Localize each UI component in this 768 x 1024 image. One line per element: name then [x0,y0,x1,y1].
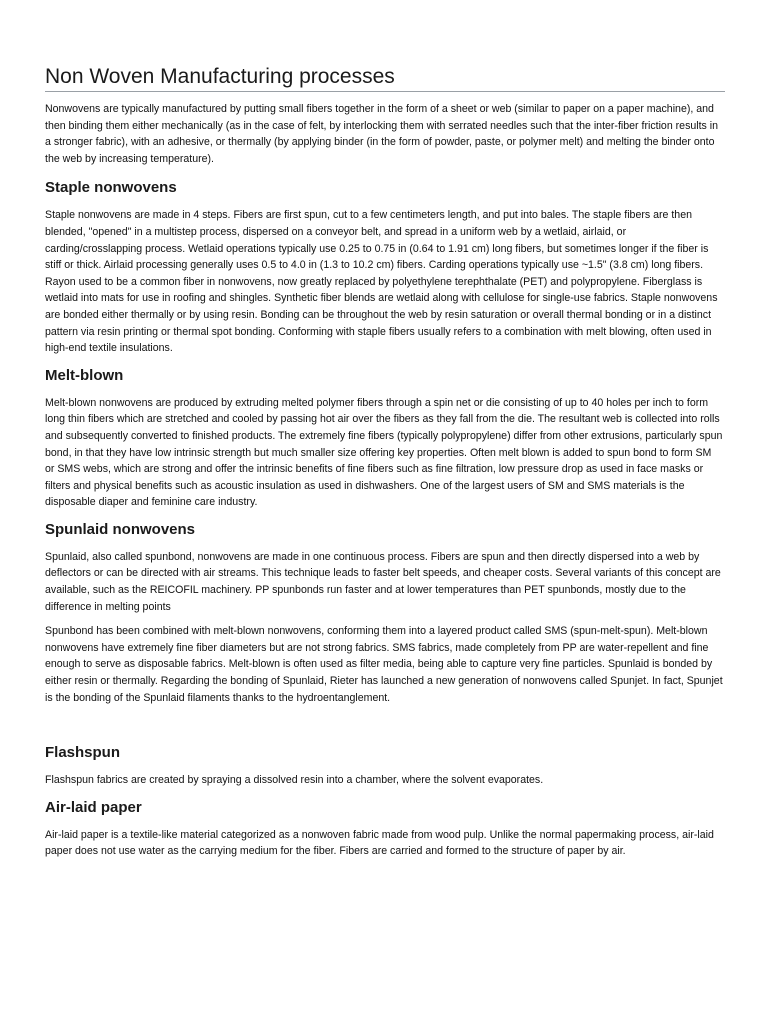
intro-paragraph: Nonwovens are typically manufactured by putting small fibers together in the form of a sheet or web (similar to paper on a paper machine), and then binding them either mechanically (as in the case of felt, by interlocking them with serrated needles such that the inter-fiber friction results in a stronger fabric), with an adhesive, or thermally (by applying binder (in the form of powder, paste, or polymer melt) and melting the binder onto the web by increasing temperature). [45,103,719,165]
section-paragraph: Staple nonwovens are made in 4 steps. Fibers are first spun, cut to a few centimeters length, and put into bales. The staple fibers are then blended, "opened" in a multistep process, dispersed on a conveyor belt, and spread in a uniform web by a wetlaid, airlaid, or carding/crosslapping process. Wetlaid operations typically use 0.25 to 0.75 in (0.64 to 1.91 cm) long fibers, but sometimes longer if the fiber is stiff or thick. Airlaid processing generally uses 0.5 to 4.0 in (1.3 to 10.2 cm) fibers. Carding operations typically use ~1.5" (3.8 cm) long fibers. Rayon used to be a common fiber in nonwovens, now greatly replaced by polyethylene terephthalate (PET) and polypropylene. Fiberglass is wetlaid into mats for use in roofing and shingles. Synthetic fiber blends are wetlaid along with cellulose for single-use fabrics. Staple nonwovens are bonded either thermally or by using resin. Bonding can be throughout the web by resin saturation or overall thermal bonding or in a distinct pattern via resin printing or thermal spot bonding. Conforming with staple fibers usually refers to a combination with melt blowing, often used in high-end textile insulations. [45,209,718,355]
section-heading-air-laid-paper: Air-laid paper [45,798,142,816]
section-paragraph: Air-laid paper is a textile-like material categorized as a nonwoven fabric made from wood pulp. Unlike the normal papermaking process, air-laid paper does not use water as the carrying medium for the fiber. Fibers are carried and formed to the structure of paper by air. [45,828,714,858]
title-divider [45,91,725,92]
section-paragraph: Melt-blown nonwovens are produced by extruding melted polymer fibers through a spin net or die consisting of up to 40 holes per inch to form long thin fibers which are stretched and cooled by passing hot air over the fibers as they fall from the die. The resultant web is collected into rolls and subsequently converted to finished products. The extremely fine fibers (typically polypropylene) differ from other extrusions, particularly spun bond, in that they have low intrinsic strength but much smaller size offering key properties. Often melt blown is added to spun bond to form SM or SMS webs, which are strong and offer the intrinsic benefits of fine fibers such as fine filtration, low pressure drop as used in face masks or filters and physical benefits such as acoustic insulation as used in dishwashers. One of the largest users of SM and SMS materials is the disposable diaper and feminine care industry. [45,396,723,509]
section-heading-spunlaid-nonwovens: Spunlaid nonwovens [45,520,196,538]
section-heading-melt-blown: Melt-blown [45,366,124,384]
section-paragraph: Spunlaid, also called spunbond, nonwovens are made in one continuous process. Fibers are spun and then directly dispersed into a web by deflectors or can be directed with air streams. This technique leads to faster belt speeds, and cheaper costs. Several variants of this concept are available, such as the REICOFIL machinery. PP spunbonds run faster and at lower temperatures than PET spunbonds, mostly due to the difference in melting points [45,550,721,613]
section-paragraph: Spunbond has been combined with melt-blown nonwovens, conforming them into a layered product called SMS (spun-melt-spun). Melt-blown nonwovens have extremely fine fiber diameters but are not strong fabrics. SMS fabrics, made completely from PP are water-repellent and fine enough to serve as disposable fabrics. Melt-blown is often used as filter media, being able to capture very fine particles. Spunlaid is bonded by either resin or thermally. Regarding the bonding of Spunlaid, Rieter has launched a new generation of nonwovens called Spunjet. In fact, Spunjet is the bonding of the Spunlaid filaments thanks to the hydroentanglement. [45,625,723,704]
section-heading-staple-nonwovens: Staple nonwovens [45,179,177,197]
section-paragraph: Flashspun fabrics are created by spraying a dissolved resin into a chamber, where the solvent evaporates. [45,774,544,787]
section-heading-flashspun: Flashspun [45,744,121,762]
page-title: Non Woven Manufacturing processes [45,65,395,88]
